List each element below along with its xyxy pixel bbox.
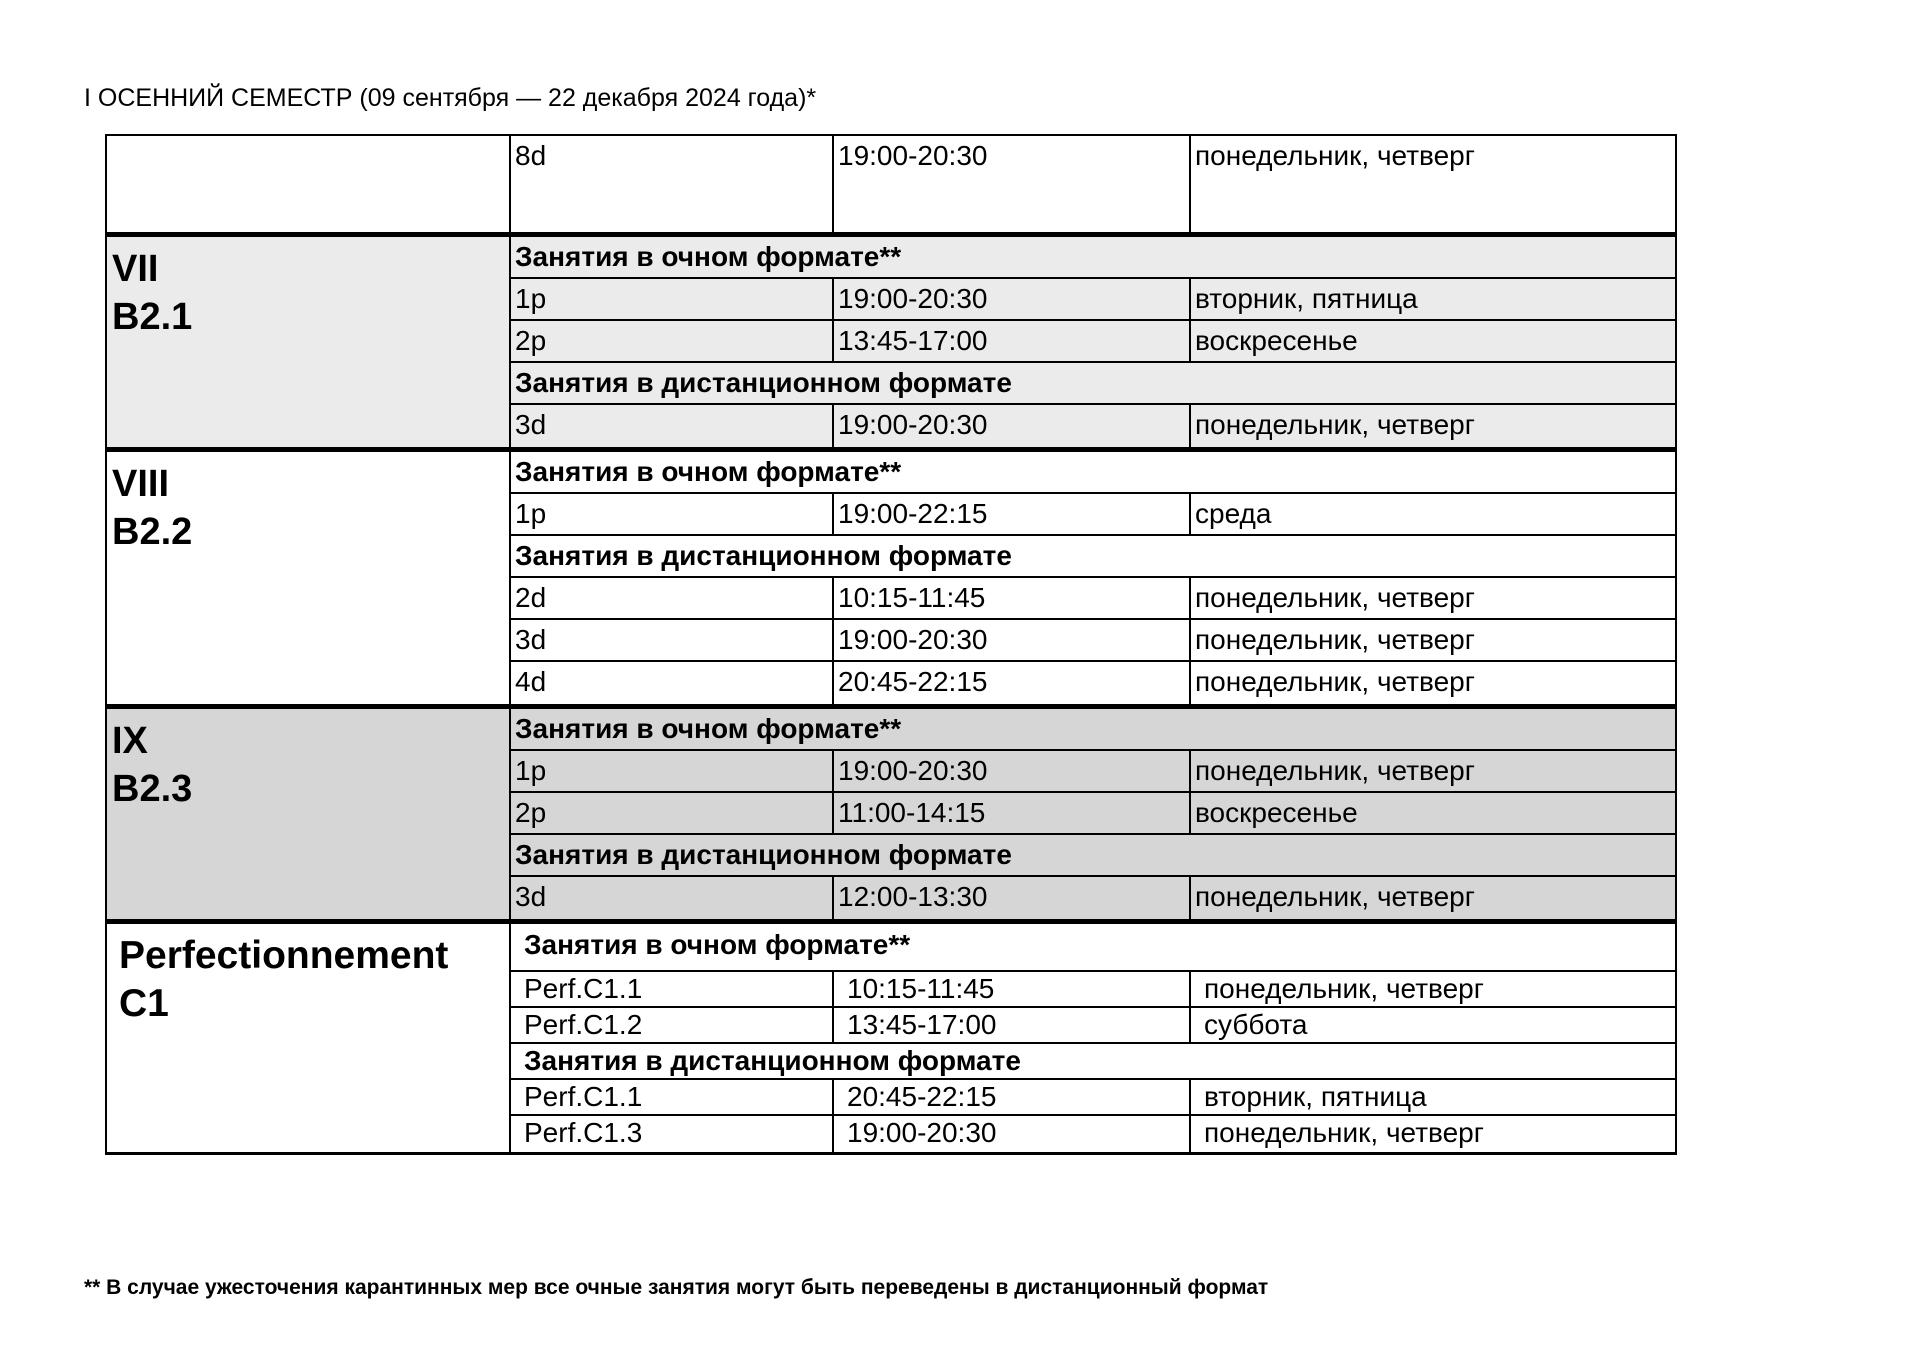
class-days: вторник, пятница <box>1204 1081 1427 1112</box>
group-code: 8d <box>511 136 834 232</box>
class-days: понедельник, четверг <box>1195 140 1475 171</box>
group-code: 2p <box>511 321 834 361</box>
format-heading: Занятия в дистанционном формате <box>511 536 1675 578</box>
class-days: вторник, пятница <box>1195 283 1418 314</box>
group-code: Perf.C1.1 <box>511 972 834 1006</box>
level-name: VIII <box>112 463 170 505</box>
class-days: понедельник, четверг <box>1195 881 1475 912</box>
level-cell <box>107 924 509 1152</box>
group-code: 2d <box>511 578 834 618</box>
group-code: 3d <box>511 620 834 660</box>
class-time: 13:45-17:00 <box>834 321 1191 361</box>
class-days: понедельник, четверг <box>1204 973 1484 1004</box>
format-heading: Занятия в дистанционном формате <box>511 363 1675 405</box>
level-name: VII <box>112 248 159 290</box>
class-time: 12:00-13:30 <box>834 877 1191 919</box>
schedule-table <box>105 134 1677 1155</box>
class-days: понедельник, четверг <box>1195 409 1475 440</box>
group-code: Perf.C1.2 <box>511 1008 834 1042</box>
block-rows <box>509 924 1675 1152</box>
table-row <box>511 1008 1675 1044</box>
table-row <box>511 877 1675 919</box>
format-heading: Занятия в очном формате** <box>511 709 1675 751</box>
class-time: 10:15-11:45 <box>834 972 1191 1006</box>
table-row <box>511 751 1675 793</box>
class-days: понедельник, четверг <box>1195 582 1475 613</box>
level-code: B2.1 <box>112 296 193 338</box>
class-days: понедельник, четверг <box>1195 666 1475 697</box>
class-days: понедельник, четверг <box>1204 1117 1484 1148</box>
group-code: 4d <box>511 662 834 704</box>
table-row <box>511 279 1675 321</box>
class-time: 20:45-22:15 <box>834 1080 1191 1114</box>
class-time: 19:00-22:15 <box>834 494 1191 534</box>
format-heading: Занятия в очном формате** <box>511 452 1675 494</box>
group-code: 3d <box>511 877 834 919</box>
format-heading: Занятия в очном формате** <box>511 237 1675 279</box>
class-time: 13:45-17:00 <box>834 1008 1191 1042</box>
level-code: B2.2 <box>112 511 193 553</box>
table-row <box>511 405 1675 447</box>
table-row <box>511 972 1675 1008</box>
schedule-block-perfectionnement <box>105 919 1677 1155</box>
group-code: Perf.C1.1 <box>511 1080 834 1114</box>
table-row <box>511 793 1675 835</box>
class-time: 10:15-11:45 <box>834 578 1191 618</box>
class-time: 19:00-20:30 <box>834 405 1191 447</box>
format-heading: Занятия в дистанционном формате <box>511 1044 1675 1080</box>
class-days: понедельник, четверг <box>1195 624 1475 655</box>
level-cell <box>107 237 509 447</box>
group-code: Perf.C1.3 <box>511 1116 834 1152</box>
format-heading: Занятия в очном формате** <box>511 924 1675 972</box>
class-time: 19:00-20:30 <box>834 620 1191 660</box>
table-row <box>511 1116 1675 1152</box>
table-row <box>511 136 1675 232</box>
class-days: воскресенье <box>1195 325 1358 356</box>
table-row <box>511 494 1675 536</box>
block-rows <box>509 452 1675 704</box>
group-code: 3d <box>511 405 834 447</box>
group-code: 2p <box>511 793 834 833</box>
level-name: IX <box>112 720 148 762</box>
block-rows <box>509 237 1675 447</box>
level-cell <box>107 709 509 919</box>
page-title: I ОСЕННИЙ СЕМЕСТР (09 сентября — 22 декабря 2024 года)* <box>84 84 817 112</box>
class-days: воскресенье <box>1195 797 1358 828</box>
table-row <box>511 1080 1675 1116</box>
block-rows <box>509 136 1675 232</box>
group-code: 1p <box>511 751 834 791</box>
format-heading: Занятия в дистанционном формате <box>511 835 1675 877</box>
class-days: суббота <box>1204 1009 1308 1040</box>
level-cell <box>107 452 509 704</box>
schedule-block-continuation <box>105 134 1677 232</box>
schedule-block-vii <box>105 232 1677 447</box>
class-time: 19:00-20:30 <box>834 751 1191 791</box>
class-days: понедельник, четверг <box>1195 755 1475 786</box>
level-code: B2.3 <box>112 768 193 810</box>
table-row <box>511 620 1675 662</box>
schedule-block-ix <box>105 704 1677 919</box>
level-code: C1 <box>119 982 169 1025</box>
footnote: ** В случае ужесточения карантинных мер все очные занятия могут быть переведены в дистанционный формат <box>84 1276 1269 1299</box>
table-row <box>511 578 1675 620</box>
class-time: 11:00-14:15 <box>834 793 1191 833</box>
block-rows <box>509 709 1675 919</box>
class-time: 19:00-20:30 <box>834 1116 1191 1152</box>
level-name: Perfectionnement <box>119 934 449 977</box>
class-time: 19:00-20:30 <box>834 136 1191 232</box>
group-code: 1p <box>511 279 834 319</box>
schedule-block-viii <box>105 447 1677 704</box>
class-days: среда <box>1195 498 1272 529</box>
class-time: 20:45-22:15 <box>834 662 1191 704</box>
group-code: 1p <box>511 494 834 534</box>
table-row <box>511 321 1675 363</box>
table-row <box>511 662 1675 704</box>
class-time: 19:00-20:30 <box>834 279 1191 319</box>
level-cell <box>107 136 509 232</box>
